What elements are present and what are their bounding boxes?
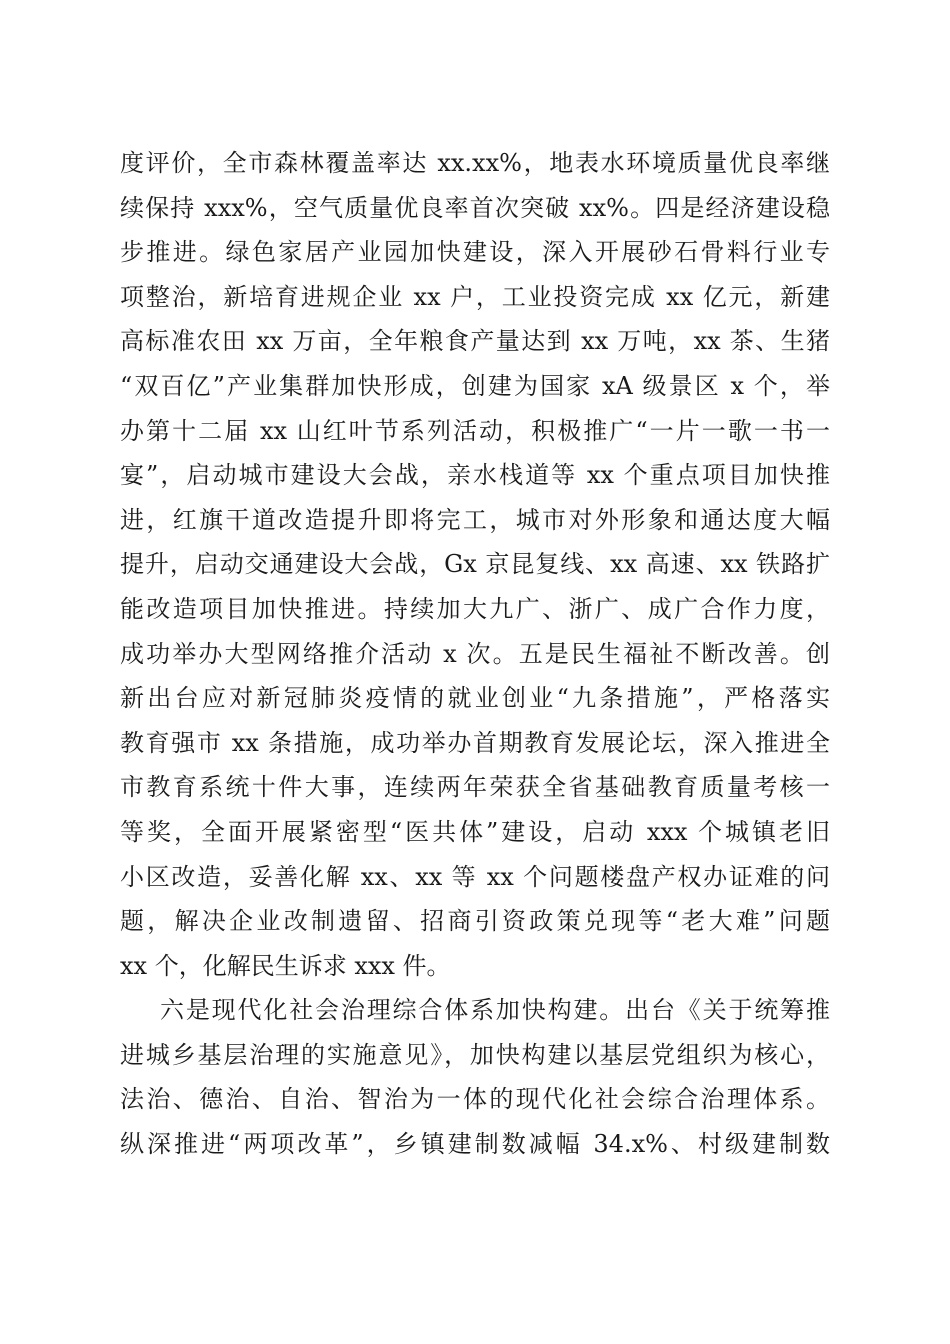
text-line: 市教育系统十件大事，连续两年荣获全省基础教育质量考核一 (120, 773, 830, 802)
paragraph-first-line: 六是现代化社会治理综合体系加快构建。出台《关于统筹推 (160, 996, 830, 1025)
text-line: 题，解决企业改制遗留、招商引资政策兑现等“老大难”问题 (120, 907, 830, 936)
text-line: 宴”，启动城市建设大会战，亲水栈道等 xx 个重点项目加快推 (120, 461, 830, 490)
text-line: 纵深推进“两项改革”，乡镇建制数减幅 34.x%、村级建制数 (120, 1130, 830, 1159)
text-line: 法治、德治、自治、智治为一体的现代化社会综合治理体系。 (120, 1085, 830, 1114)
text-line: 办第十二届 xx 山红叶节系列活动，积极推广“一片一歌一书一 (120, 416, 830, 445)
text-line: 度评价，全市森林覆盖率达 xx.xx%，地表水环境质量优良率继 (120, 149, 830, 177)
text-line: 项整治，新培育进规企业 xx 户，工业投资完成 xx 亿元，新建 (120, 282, 830, 311)
text-line: 能改造项目加快推进。持续加大九广、浙广、成广合作力度， (120, 594, 830, 623)
paragraph-end-line: xx 个，化解民生诉求 xxx 件。 (120, 951, 451, 980)
text-line: 新出台应对新冠肺炎疫情的就业创业“九条措施”，严格落实 (120, 684, 830, 713)
text-line: 小区改造，妥善化解 xx、xx 等 xx 个问题楼盘产权办证难的问 (120, 862, 830, 891)
text-line: 进城乡基层治理的实施意见》，加快构建以基层党组织为核心， (120, 1040, 830, 1069)
text-line: 高标准农田 xx 万亩，全年粮食产量达到 xx 万吨，xx 茶、生猪 (120, 327, 830, 356)
text-line: “双百亿”产业集群加快形成，创建为国家 xA 级景区 x 个，举 (120, 371, 830, 400)
text-line: 步推进。绿色家居产业园加快建设，深入开展砂石骨料行业专 (120, 238, 830, 267)
text-line: 提升，启动交通建设大会战，Gx 京昆复线、xx 高速、xx 铁路扩 (120, 550, 830, 579)
text-line: 等奖，全面开展紧密型“医共体”建设，启动 xxx 个城镇老旧 (120, 817, 830, 846)
text-line: 续保持 xxx%，空气质量优良率首次突破 xx%。四是经济建设稳 (120, 193, 830, 222)
document-body (120, 141, 830, 1167)
text-line: 教育强市 xx 条措施，成功举办首期教育发展论坛，深入推进全 (120, 728, 830, 757)
text-line: 进，红旗干道改造提升即将完工，城市对外形象和通达度大幅 (120, 505, 830, 534)
text-line: 成功举办大型网络推介活动 x 次。五是民生福祉不断改善。创 (120, 639, 830, 668)
